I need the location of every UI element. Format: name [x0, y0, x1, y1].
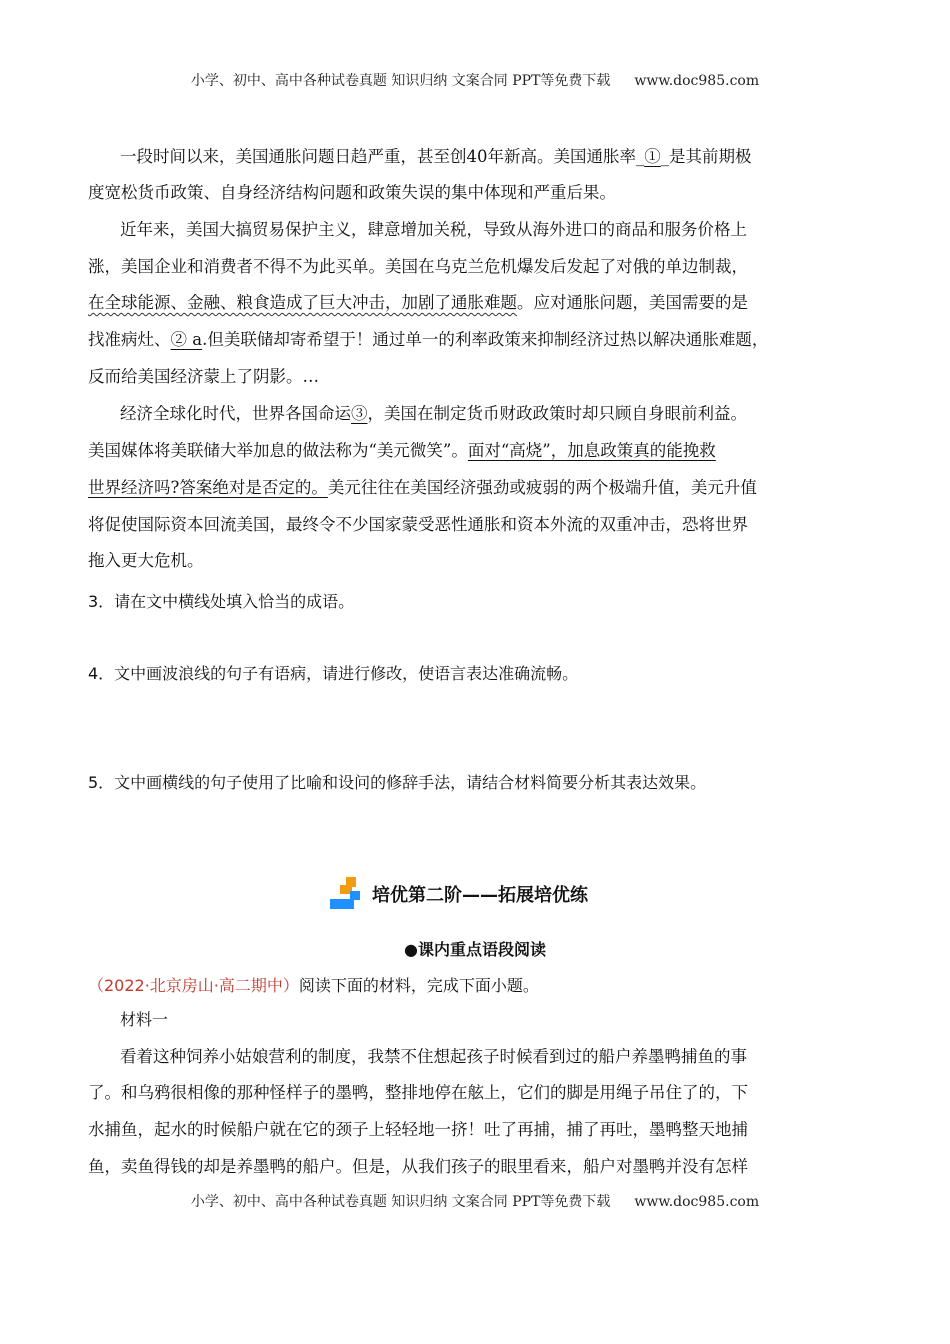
passage-line: 近年来，美国大搞贸易保护主义，肆意增加关税，导致从海外进口的商品和服务价格上 — [120, 220, 747, 239]
footer-text: 小学、初中、高中各种试卷真题 知识归纳 文案合同 PPT等免费下载 — [190, 1194, 611, 1210]
passage-line: 拖入更大危机。 — [88, 551, 204, 570]
material-line: 鱼，卖鱼得钱的却是养墨鸭的船户。但是，从我们孩子的眼里看来，船户对墨鸭并没有怎样 — [88, 1157, 748, 1176]
material-label: 材料一 — [120, 1010, 169, 1029]
wavy-sentence: 在全球能源、金融、粮食造成了巨大冲击，加剧了通胀难题 — [88, 293, 517, 312]
question-4: 4．文中画波浪线的句子有语病，请进行修改，使语言表达准确流畅。 — [88, 664, 579, 683]
underlined-sentence: 面对“高烧”，加息政策真的能挽救 — [467, 441, 716, 460]
section-title-text: 培优第二阶——拓展培优练 — [372, 885, 588, 906]
underlined-sentence: 世界经济吗?答案绝对是否定的。 — [88, 478, 328, 497]
page-footer — [0, 1191, 950, 1211]
passage-line: 找准病灶、② a.但美联储却寄希望于！通过单一的利率政策来抑制经济过热以解决通胀难题， — [88, 330, 769, 349]
blank-2: ② a — [170, 330, 203, 349]
passage-line: 美国媒体将美联储大举加息的做法称为“美元微笑”。面对“高烧”，加息政策真的能挽救 — [88, 441, 716, 460]
section-title — [330, 876, 588, 912]
section-logo-icon — [330, 877, 364, 911]
source-tag: （2022·北京房山·高二期中） — [88, 976, 299, 995]
header-url[interactable]: www.doc985.com — [634, 73, 760, 89]
passage-line: 度宽松货币政策、自身经济结构问题和政策失误的集中体现和严重后果。 — [88, 183, 616, 202]
header-text: 小学、初中、高中各种试卷真题 知识归纳 文案合同 PPT等免费下载 — [190, 73, 611, 89]
page-header — [0, 70, 950, 90]
blank-1: ① — [644, 147, 661, 166]
question-5: 5．文中画横线的句子使用了比喻和设问的修辞手法，请结合材料简要分析其表达效果。 — [88, 773, 707, 792]
source-instruction: 阅读下面的材料，完成下面小题。 — [298, 976, 539, 995]
material-line: 看着这种饲养小姑娘营利的制度，我禁不住想起孩子时候看到过的船户养墨鸭捕鱼的事 — [120, 1047, 747, 1066]
passage-line: 世界经济吗?答案绝对是否定的。美元往往在美国经济强劲或疲弱的两个极端升值，美元升值 — [88, 478, 757, 497]
passage-line: 涨，美国企业和消费者不得不为此买单。美国在乌克兰危机爆发后发起了对俄的单边制裁， — [88, 257, 748, 276]
passage-line: 经济全球化时代，世界各国命运③，美国在制定货币财政政策时却只顾自身眼前利益。 — [120, 404, 747, 423]
passage-line: 反而给美国经济蒙上了阴影。… — [88, 367, 319, 386]
material-line: 水捕鱼，起水的时候船户就在它的颈子上轻轻地一挤！吐了再捕，捕了再吐，墨鸭整天地捕 — [88, 1120, 748, 1139]
passage-line: 在全球能源、金融、粮食造成了巨大冲击，加剧了通胀难题。应对通胀问题，美国需要的是 — [88, 293, 748, 312]
footer-url[interactable]: www.doc985.com — [634, 1194, 760, 1210]
blank-3: ③ — [351, 404, 368, 423]
material-line: 了。和乌鸦很相像的那种怪样子的墨鸭，整排地停在舷上，它们的脚是用绳子吊住了的，下 — [88, 1083, 748, 1102]
source-line — [88, 973, 539, 996]
section-subtitle: ●课内重点语段阅读 — [404, 940, 546, 959]
passage-line: 将促使国际资本回流美国，最终令不少国家蒙受恶性通胀和资本外流的双重冲击，恐将世界 — [88, 515, 748, 534]
passage-line: 一段时间以来，美国通胀问题日趋严重，甚至创40年新高。美国通胀率_①_是其前期极 — [120, 147, 752, 166]
question-3: 3．请在文中横线处填入恰当的成语。 — [88, 592, 355, 611]
